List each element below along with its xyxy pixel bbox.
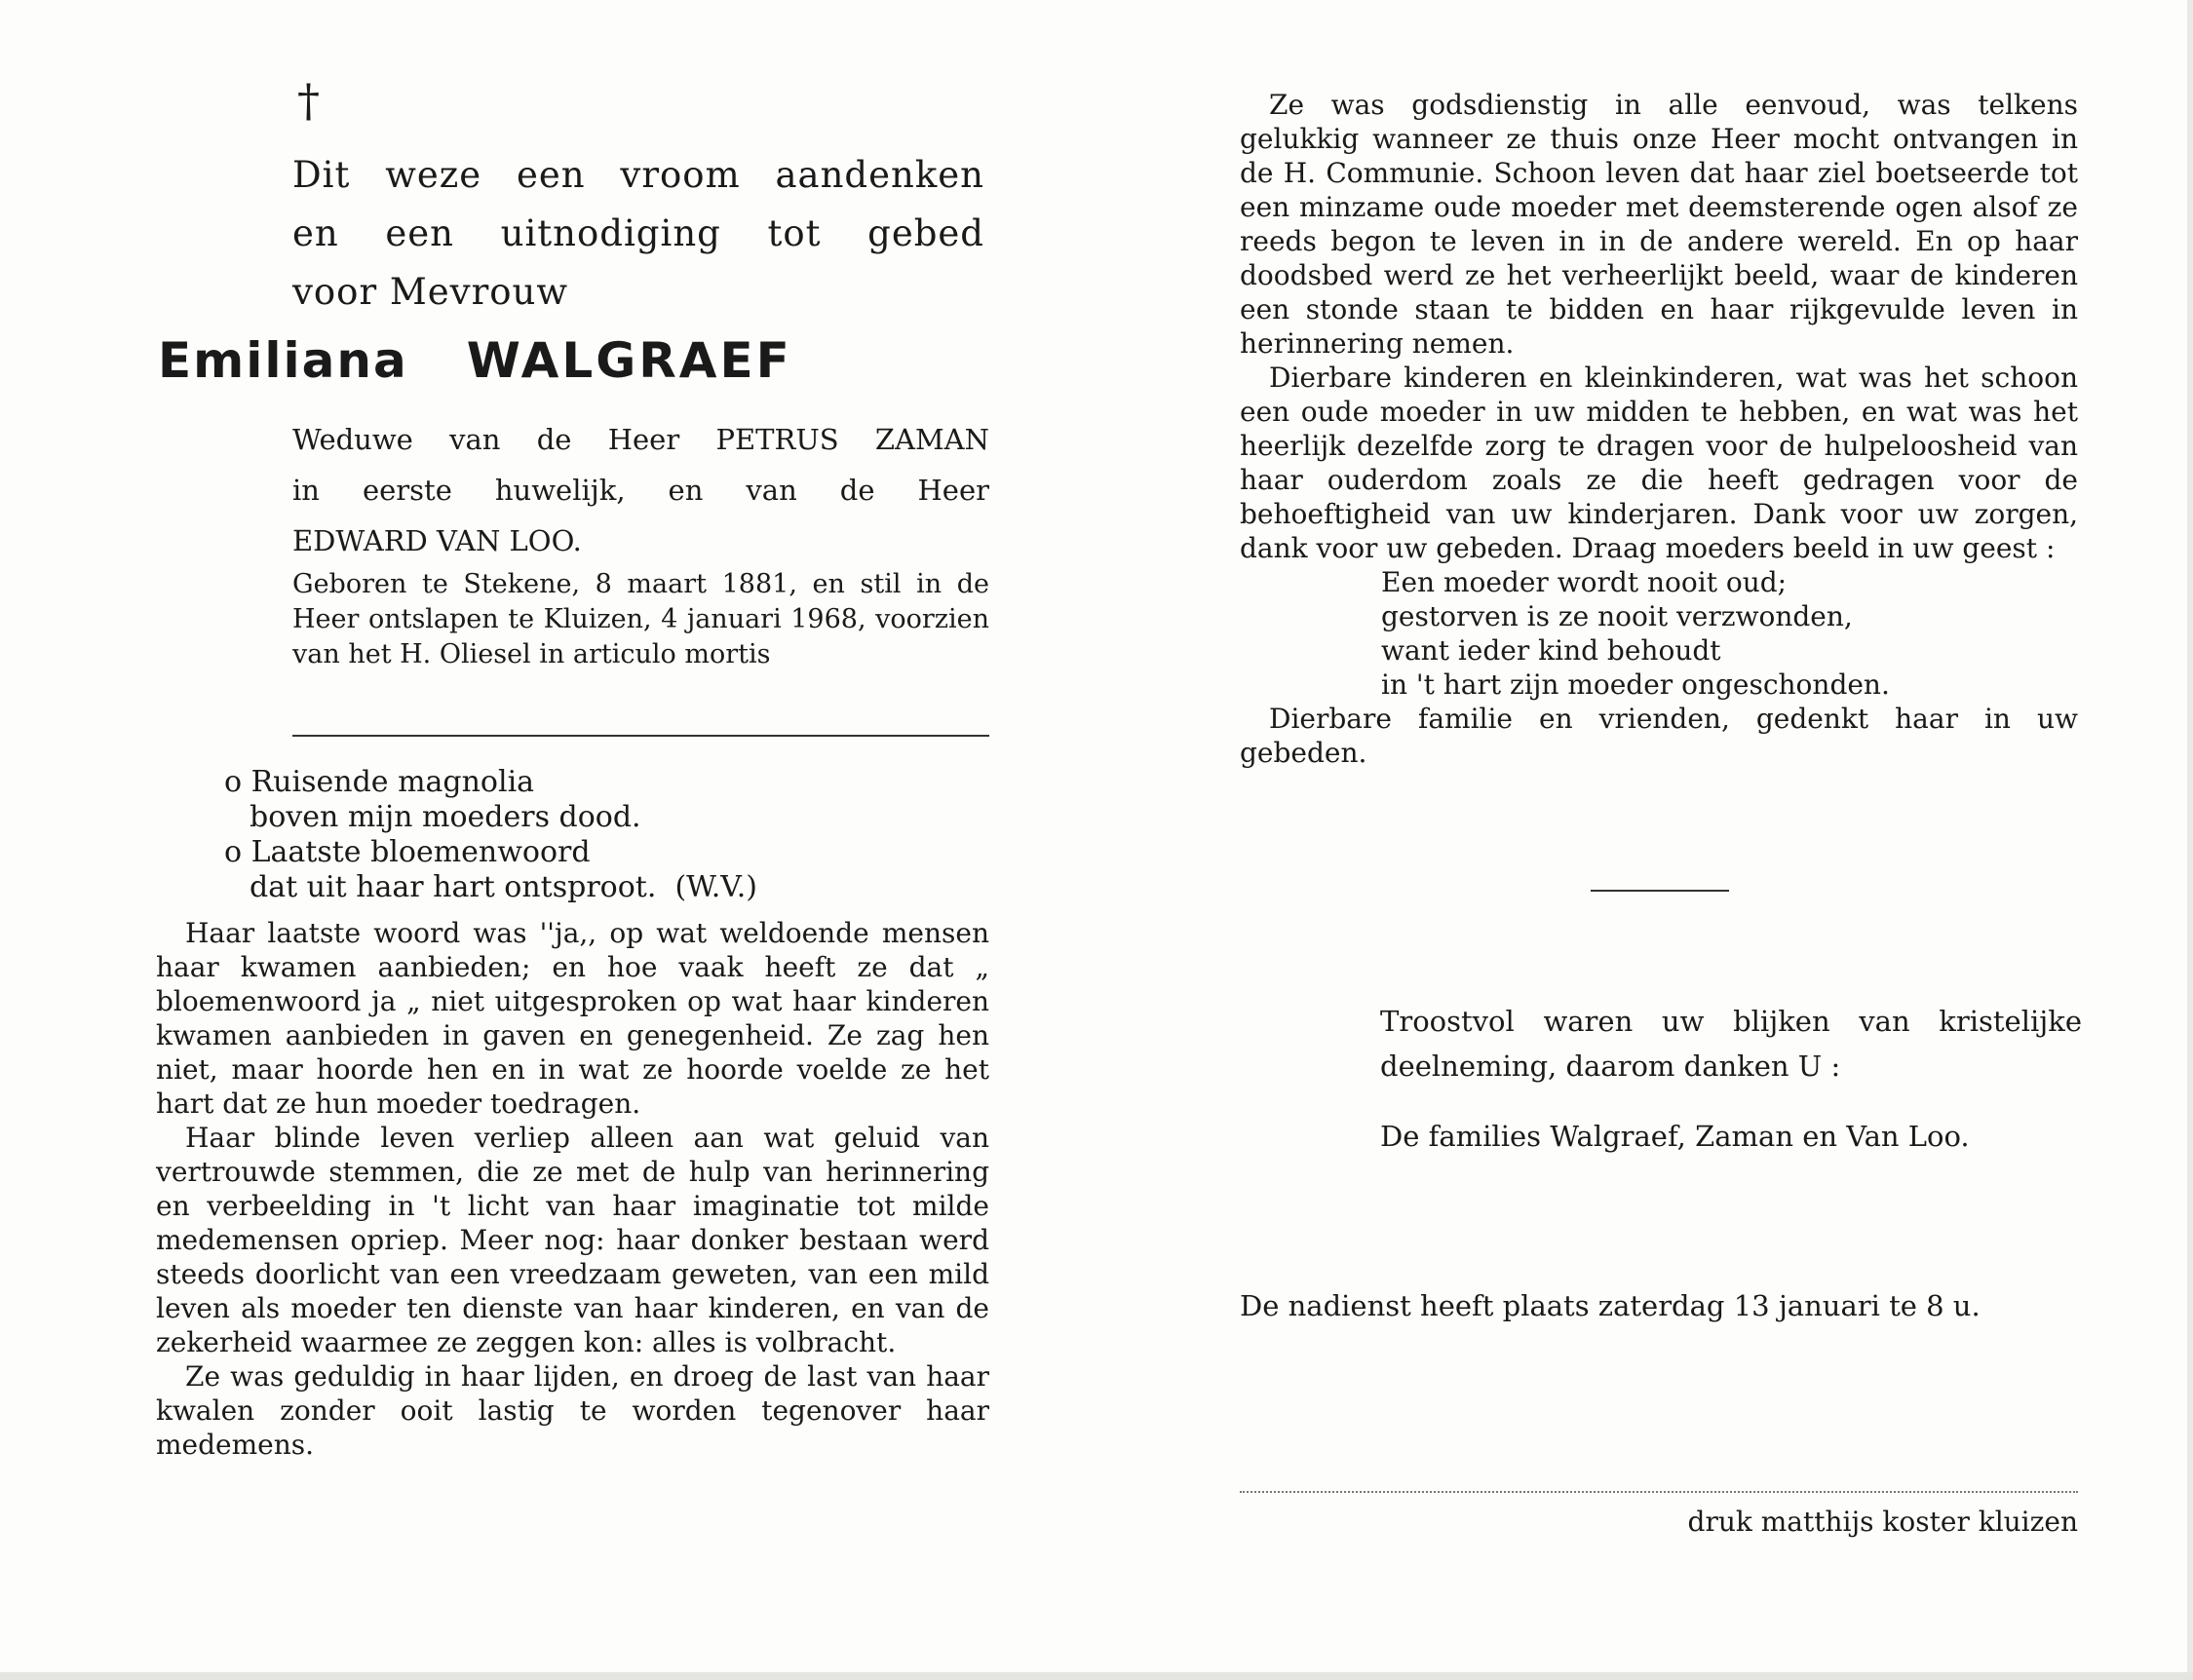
printer-credit: druk matthijs koster kluizen (1687, 1506, 2078, 1538)
poem-magnolia (224, 765, 906, 905)
poem-line: in 't hart zijn moeder ongeschonden. (1381, 668, 1890, 701)
thanks-section (1380, 999, 2082, 1159)
poem-line: dat uit haar hart ontsproot. (W.V.) (250, 870, 757, 904)
paragraph: Haar blinde leven verliep alleen aan wat geluid van vertrouwde stemmen, die ze met de hulp van herinnering en verbeelding in 't licht van haar imaginatie tot milde medemensen opriep. Meer nog: haar donker bestaan werd steeds doorlicht van een vreedzaam geweten, van een mild leven als moeder ten dienste van haar kinderen, en van de zekerheid waarmee ze zeggen kon: alles is volbracht. (156, 1122, 989, 1358)
divider (1240, 1491, 2078, 1493)
paragraph: Haar laatste woord was ''ja,, op wat weldoende mensen haar kwamen aanbieden; en hoe vaak heeft ze dat „ bloemenwoord ja „ niet uitgesproken op wat haar kinderen kwamen aanbieden in gaven en genegenheid. Ze zag hen niet, maar hoorde hen en in wat ze hoorde voelde ze het hart dat ze hun moeder toedragen. (156, 917, 989, 1120)
birth-death-info: Geboren te Stekene, 8 maart 1881, en stil in de Heer ontslapen te Kluizen, 4 januari 1968, voorzien van het H. Oliesel in articulo mortis (292, 569, 989, 669)
thanks-line: Troostvol waren uw blijken van kristelijke (1380, 1005, 2082, 1038)
poem-line: o Laatste bloemenwoord (224, 835, 591, 869)
spouse-line (292, 465, 989, 515)
paragraph: Ze was geduldig in haar lijden, en droeg de last van haar kwalen zonder ooit lastig te worden tegenover haar medemens. (156, 1360, 989, 1461)
poem-line: boven mijn moeders dood. (250, 800, 641, 834)
intro-line (292, 146, 984, 205)
intro-line-3: voor Mevrouw (292, 271, 569, 313)
left-body-text (156, 916, 989, 1462)
paragraph: Dierbare familie en vrienden, gedenkt haar in uw gebeden. (1240, 703, 2078, 769)
deceased-first-name: Emiliana (158, 332, 408, 389)
spouse-line (292, 414, 989, 465)
intro-text (292, 146, 984, 322)
poem-line: want ieder kind behoudt (1381, 634, 1721, 667)
deceased-last-name: WALGRAEF (466, 332, 792, 389)
paragraph: Ze was godsdienstig in alle eenvoud, was telkens gelukkig wanneer ze thuis onze Heer mocht ontvangen in de H. Communie. Schoon leven dat haar ziel boetseerde tot een minzame oude moeder met deemsterende ogen alsof ze reeds begon te leven in in de andere wereld. En op haar doodsbed werd ze het verheerlijkt beeld, waar de kinderen een stonde staan te bidden en haar rijkgevulde leven in herinnering nemen. (1240, 89, 2078, 360)
spouse-line-2: in eerste huwelijk, en van de Heer (292, 474, 989, 507)
divider (292, 735, 989, 737)
card-edge-bottom (0, 1672, 2193, 1680)
divider (1591, 890, 1729, 892)
cross-icon: † (297, 74, 320, 127)
spouse-line-1: Weduwe van de Heer PETRUS ZAMAN (292, 423, 989, 456)
deceased-name (158, 331, 1016, 390)
intro-line-1: Dit weze een vroom aandenken (292, 154, 984, 196)
poem-line: Een moeder wordt nooit oud; (1381, 566, 1788, 598)
poem-line: o Ruisende magnolia (224, 765, 535, 799)
spouse-line-3: EDWARD VAN LOO. (292, 524, 582, 557)
families-signature: De families Walgraef, Zaman en Van Loo. (1380, 1120, 1970, 1153)
intro-line (292, 205, 984, 263)
right-body-text (1240, 88, 2078, 770)
poem-line: gestorven is ze nooit verzwonden, (1381, 600, 1853, 632)
intro-line-2: en een uitnodiging tot gebed (292, 212, 984, 254)
poem-mother (1381, 565, 2078, 702)
spouse-line (292, 515, 989, 566)
spouse-info (292, 414, 989, 566)
intro-line (292, 263, 984, 322)
paragraph: Dierbare kinderen en kleinkinderen, wat was het schoon een oude moeder in uw midden te hebben, en wat was het heerlijk dezelfde zorg te dragen voor de hulpeloosheid van haar ouderdom zoals ze die heeft gedragen voor de behoeftigheid van uw kinderjaren. Dank voor uw zorgen, dank voor uw gebeden. Draag moeders beeld in uw geest : (1240, 362, 2078, 564)
service-notice: De nadienst heeft plaats zaterdag 13 januari te 8 u. (1240, 1289, 1981, 1322)
thanks-line: deelneming, daarom danken U : (1380, 1050, 1841, 1083)
card-edge-right (2187, 0, 2193, 1680)
